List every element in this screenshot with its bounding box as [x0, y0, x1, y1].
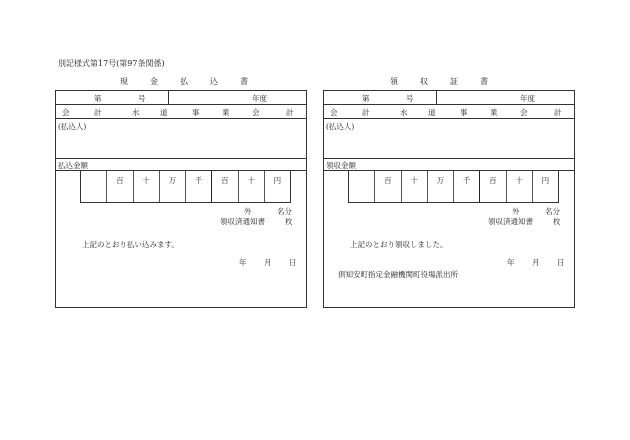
left-amount-cell: 十 [239, 171, 265, 202]
right-date-day: 日 [557, 258, 565, 267]
right-number-row [324, 91, 574, 105]
left-account-char: 業 [222, 108, 230, 117]
right-account-row [324, 105, 574, 119]
right-amount-cell: 千 [454, 171, 480, 202]
left-amount-cell: 百 [107, 171, 133, 202]
left-no-suffix: 号 [138, 94, 146, 103]
right-amount-label: 領収金額 [326, 161, 356, 170]
left-fiscal-year: 年度 [252, 94, 267, 103]
right-count-label: 名分 [545, 207, 560, 216]
left-account-char: 道 [160, 108, 168, 117]
left-count-label: 名分 [277, 207, 292, 216]
right-amount-cell: 十 [402, 171, 428, 202]
right-account-char: 道 [428, 108, 436, 117]
right-payer-label: (払込人) [326, 122, 355, 131]
right-account-char: 水 [400, 108, 408, 117]
left-notice-label: 領収済通知書 [220, 217, 265, 226]
right-payer-row [324, 119, 574, 159]
left-account-char: 会 [252, 108, 260, 117]
left-amount-cell: 千 [186, 171, 212, 202]
right-notice-unit: 枚 [553, 217, 561, 226]
left-date-year: 年 [239, 258, 247, 267]
left-account-char: 事 [192, 108, 200, 117]
left-account-char: 水 [132, 108, 140, 117]
right-amount-cell: 十 [507, 171, 533, 202]
right-amount-cell: 百 [375, 171, 401, 202]
issuer-name: 倶知安町指定金融機関町役場派出所 [338, 270, 458, 279]
left-amount-cell [81, 171, 107, 202]
right-account-char: 事 [460, 108, 468, 117]
right-amount-cell: 万 [428, 171, 454, 202]
right-fiscal-year: 年度 [520, 94, 535, 103]
left-amount-cell: 万 [160, 171, 186, 202]
left-date-day: 日 [289, 258, 297, 267]
right-statement: 上記のとおり領収しました。 [350, 240, 448, 249]
left-statement: 上記のとおり払い込みます。 [82, 240, 179, 249]
right-amount-cell [349, 171, 375, 202]
left-amount-grid [80, 171, 291, 203]
left-no-prefix: 第 [94, 94, 102, 103]
right-amount-grid [348, 171, 559, 203]
left-account-char: 計 [94, 108, 102, 117]
left-payer-label: (払込人) [58, 122, 87, 131]
right-date-year: 年 [507, 258, 515, 267]
right-form [323, 90, 575, 308]
left-outside-label: 外 [244, 207, 252, 216]
right-account-char: 計 [362, 108, 370, 117]
right-amount-label-row [324, 159, 574, 171]
right-no-suffix: 号 [406, 94, 414, 103]
left-payer-row [56, 119, 306, 159]
left-amount-cell: 十 [134, 171, 160, 202]
left-amount-cell: 百 [212, 171, 238, 202]
right-account-char: 会 [520, 108, 528, 117]
left-form [55, 90, 307, 308]
right-date-month: 月 [532, 258, 540, 267]
left-number-row [56, 91, 306, 105]
left-account-row [56, 105, 306, 119]
left-account-char: 計 [286, 108, 294, 117]
right-form-title: 領収証書 [390, 77, 510, 86]
left-notice-unit: 枚 [285, 217, 293, 226]
left-amount-cell: 円 [273, 176, 282, 185]
right-account-char: 業 [490, 108, 498, 117]
right-notice-label: 領収済通知書 [488, 217, 533, 226]
left-account-char: 会 [62, 108, 70, 117]
right-no-prefix: 第 [362, 94, 370, 103]
right-amount-cell: 百 [480, 171, 506, 202]
left-amount-label-row [56, 159, 306, 171]
right-account-char: 会 [330, 108, 338, 117]
right-outside-label: 外 [512, 207, 520, 216]
form-number-note: 別記様式第17号(第97条関係) [58, 59, 165, 68]
left-date-month: 月 [264, 258, 272, 267]
right-amount-cell: 円 [541, 176, 550, 185]
left-form-title: 現金払込書 [120, 77, 270, 86]
right-account-char: 計 [554, 108, 562, 117]
left-amount-label: 払込金額 [58, 161, 88, 170]
